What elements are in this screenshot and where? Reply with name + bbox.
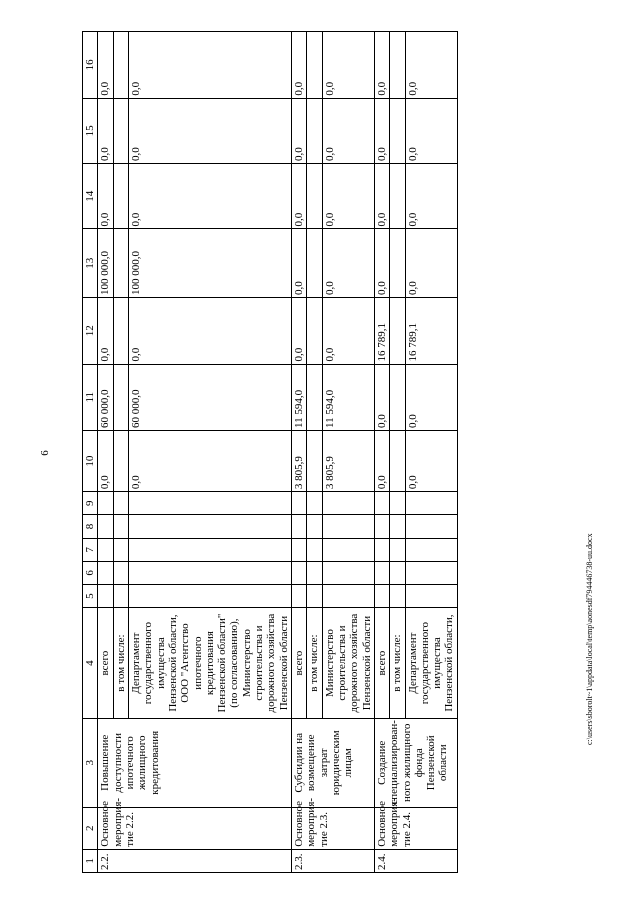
value-cell: 0,0	[292, 32, 307, 99]
value-cell: 11 594,0	[292, 364, 307, 430]
value-cell: 0,0	[98, 164, 113, 229]
measure-name-cell: Основное мероприя-тие 2.2.	[98, 807, 292, 849]
value-cell: 100 000,0	[98, 229, 113, 298]
program-table	[82, 31, 458, 873]
empty-cell	[307, 492, 322, 515]
row-number-cell: 2.3.	[292, 849, 375, 872]
value-cell	[307, 164, 322, 229]
executor-cell: в том числе:	[390, 608, 405, 719]
value-cell: 100 000,0	[128, 229, 291, 298]
value-cell: 0,0	[405, 98, 457, 163]
executor-cell: Министерство строительства и дорожного хозяйства Пензенской области	[322, 608, 374, 719]
value-cell: 0,0	[322, 98, 374, 163]
empty-cell	[322, 584, 374, 607]
value-cell	[307, 98, 322, 163]
value-cell: 0,0	[405, 364, 457, 430]
value-cell: 0,0	[128, 430, 291, 491]
value-cell	[390, 32, 405, 99]
empty-cell	[390, 492, 405, 515]
empty-cell	[128, 492, 291, 515]
value-cell: 3 805,9	[292, 430, 307, 491]
empty-cell	[98, 584, 113, 607]
value-cell: 0,0	[128, 164, 291, 229]
value-cell	[113, 298, 128, 364]
row-number-cell: 2.2.	[98, 849, 292, 872]
empty-cell	[390, 538, 405, 561]
value-cell: 0,0	[405, 164, 457, 229]
empty-cell	[113, 584, 128, 607]
value-cell: 0,0	[292, 98, 307, 163]
empty-cell	[98, 492, 113, 515]
header-cell: 8	[83, 515, 98, 538]
empty-cell	[307, 538, 322, 561]
header-cell: 16	[83, 32, 98, 99]
executor-cell: Департамент государственного имущества Пензенской области, ООО "Агентство ипотечного кредитования Пензенской области" (по согласованию), Министерство строительства и дорожного хозяйства Пензенской области	[128, 608, 291, 719]
empty-cell	[98, 561, 113, 584]
value-cell	[390, 229, 405, 298]
measure-description-cell: Повышение доступности ипотечного жилищного кредитования	[98, 718, 292, 807]
value-cell: 0,0	[374, 98, 389, 163]
value-cell	[113, 164, 128, 229]
footer-file-path: c:\users\sborolt~1\appdata\local\temp\aonesdf794446738-uu.docx	[585, 533, 594, 745]
empty-cell	[113, 561, 128, 584]
value-cell: 0,0	[405, 32, 457, 99]
executor-cell: всего	[98, 608, 113, 719]
value-cell: 16 789,1	[405, 298, 457, 364]
value-cell: 60 000,0	[128, 364, 291, 430]
value-cell: 0,0	[374, 164, 389, 229]
empty-cell	[128, 538, 291, 561]
empty-cell	[292, 515, 307, 538]
executor-cell: Департамент государственного имущества Пензенской области,	[405, 608, 457, 719]
table-row	[292, 32, 307, 873]
empty-cell	[292, 492, 307, 515]
empty-cell	[322, 492, 374, 515]
empty-cell	[98, 515, 113, 538]
empty-cell	[113, 538, 128, 561]
value-cell: 0,0	[405, 430, 457, 491]
value-cell	[307, 32, 322, 99]
empty-cell	[307, 561, 322, 584]
value-cell	[307, 229, 322, 298]
empty-cell	[374, 515, 389, 538]
value-cell: 0,0	[322, 164, 374, 229]
empty-cell	[113, 492, 128, 515]
value-cell	[113, 430, 128, 491]
empty-cell	[374, 492, 389, 515]
empty-cell	[98, 538, 113, 561]
value-cell: 0,0	[98, 298, 113, 364]
measure-description-cell: Создание специализирован-ного жилищного фонда Пензенской области	[374, 718, 457, 807]
empty-cell	[374, 538, 389, 561]
value-cell: 0,0	[374, 430, 389, 491]
value-cell: 0,0	[322, 32, 374, 99]
empty-cell	[113, 515, 128, 538]
empty-cell	[405, 515, 457, 538]
value-cell	[113, 98, 128, 163]
header-row	[83, 32, 98, 873]
empty-cell	[374, 584, 389, 607]
value-cell: 0,0	[128, 32, 291, 99]
value-cell	[307, 430, 322, 491]
value-cell: 0,0	[322, 298, 374, 364]
table-row	[374, 32, 389, 873]
measure-name-cell: Основное мероприя-тие 2.3.	[292, 807, 375, 849]
value-cell	[390, 164, 405, 229]
empty-cell	[128, 584, 291, 607]
row-number-cell: 2.4.	[374, 849, 457, 872]
value-cell: 16 789,1	[374, 298, 389, 364]
executor-cell: в том числе:	[307, 608, 322, 719]
empty-cell	[390, 515, 405, 538]
empty-cell	[128, 515, 291, 538]
value-cell: 0,0	[405, 229, 457, 298]
executor-cell: всего	[374, 608, 389, 719]
rotated-table-container	[82, 31, 609, 873]
header-cell: 5	[83, 584, 98, 607]
empty-cell	[390, 561, 405, 584]
measure-description-cell: Субсидии на возмещение затрат юридическим лицам	[292, 718, 375, 807]
header-cell: 14	[83, 164, 98, 229]
header-cell: 10	[83, 430, 98, 491]
value-cell	[307, 298, 322, 364]
empty-cell	[292, 538, 307, 561]
value-cell: 0,0	[98, 32, 113, 99]
header-cell: 13	[83, 229, 98, 298]
header-cell: 2	[83, 807, 98, 849]
empty-cell	[374, 561, 389, 584]
executor-cell: всего	[292, 608, 307, 719]
table-body	[83, 32, 458, 873]
value-cell	[390, 430, 405, 491]
empty-cell	[292, 584, 307, 607]
value-cell	[390, 298, 405, 364]
empty-cell	[405, 584, 457, 607]
header-cell: 3	[83, 718, 98, 807]
empty-cell	[390, 584, 405, 607]
measure-name-cell: Основное мероприя-тие 2.4.	[374, 807, 457, 849]
header-cell: 1	[83, 849, 98, 872]
value-cell: 0,0	[128, 298, 291, 364]
value-cell	[390, 98, 405, 163]
page-number: 6	[39, 450, 51, 456]
value-cell: 0,0	[374, 229, 389, 298]
header-cell: 6	[83, 561, 98, 584]
value-cell: 0,0	[322, 229, 374, 298]
header-cell: 15	[83, 98, 98, 163]
value-cell: 0,0	[374, 32, 389, 99]
value-cell: 0,0	[98, 98, 113, 163]
value-cell: 0,0	[374, 364, 389, 430]
empty-cell	[405, 538, 457, 561]
value-cell: 3 805,9	[322, 430, 374, 491]
value-cell	[113, 32, 128, 99]
empty-cell	[405, 492, 457, 515]
header-cell: 12	[83, 298, 98, 364]
empty-cell	[292, 561, 307, 584]
header-cell: 7	[83, 538, 98, 561]
value-cell: 0,0	[292, 229, 307, 298]
value-cell: 60 000,0	[98, 364, 113, 430]
value-cell	[307, 364, 322, 430]
header-cell: 4	[83, 608, 98, 719]
value-cell	[113, 229, 128, 298]
empty-cell	[128, 561, 291, 584]
empty-cell	[322, 561, 374, 584]
value-cell	[113, 364, 128, 430]
executor-cell: в том числе:	[113, 608, 128, 719]
value-cell: 0,0	[292, 164, 307, 229]
header-cell: 9	[83, 492, 98, 515]
value-cell: 0,0	[292, 298, 307, 364]
value-cell: 11 594,0	[322, 364, 374, 430]
empty-cell	[307, 515, 322, 538]
header-cell: 11	[83, 364, 98, 430]
empty-cell	[405, 561, 457, 584]
table-row	[98, 32, 113, 873]
empty-cell	[322, 538, 374, 561]
value-cell	[390, 364, 405, 430]
empty-cell	[307, 584, 322, 607]
empty-cell	[322, 515, 374, 538]
value-cell: 0,0	[128, 98, 291, 163]
value-cell: 0,0	[98, 430, 113, 491]
